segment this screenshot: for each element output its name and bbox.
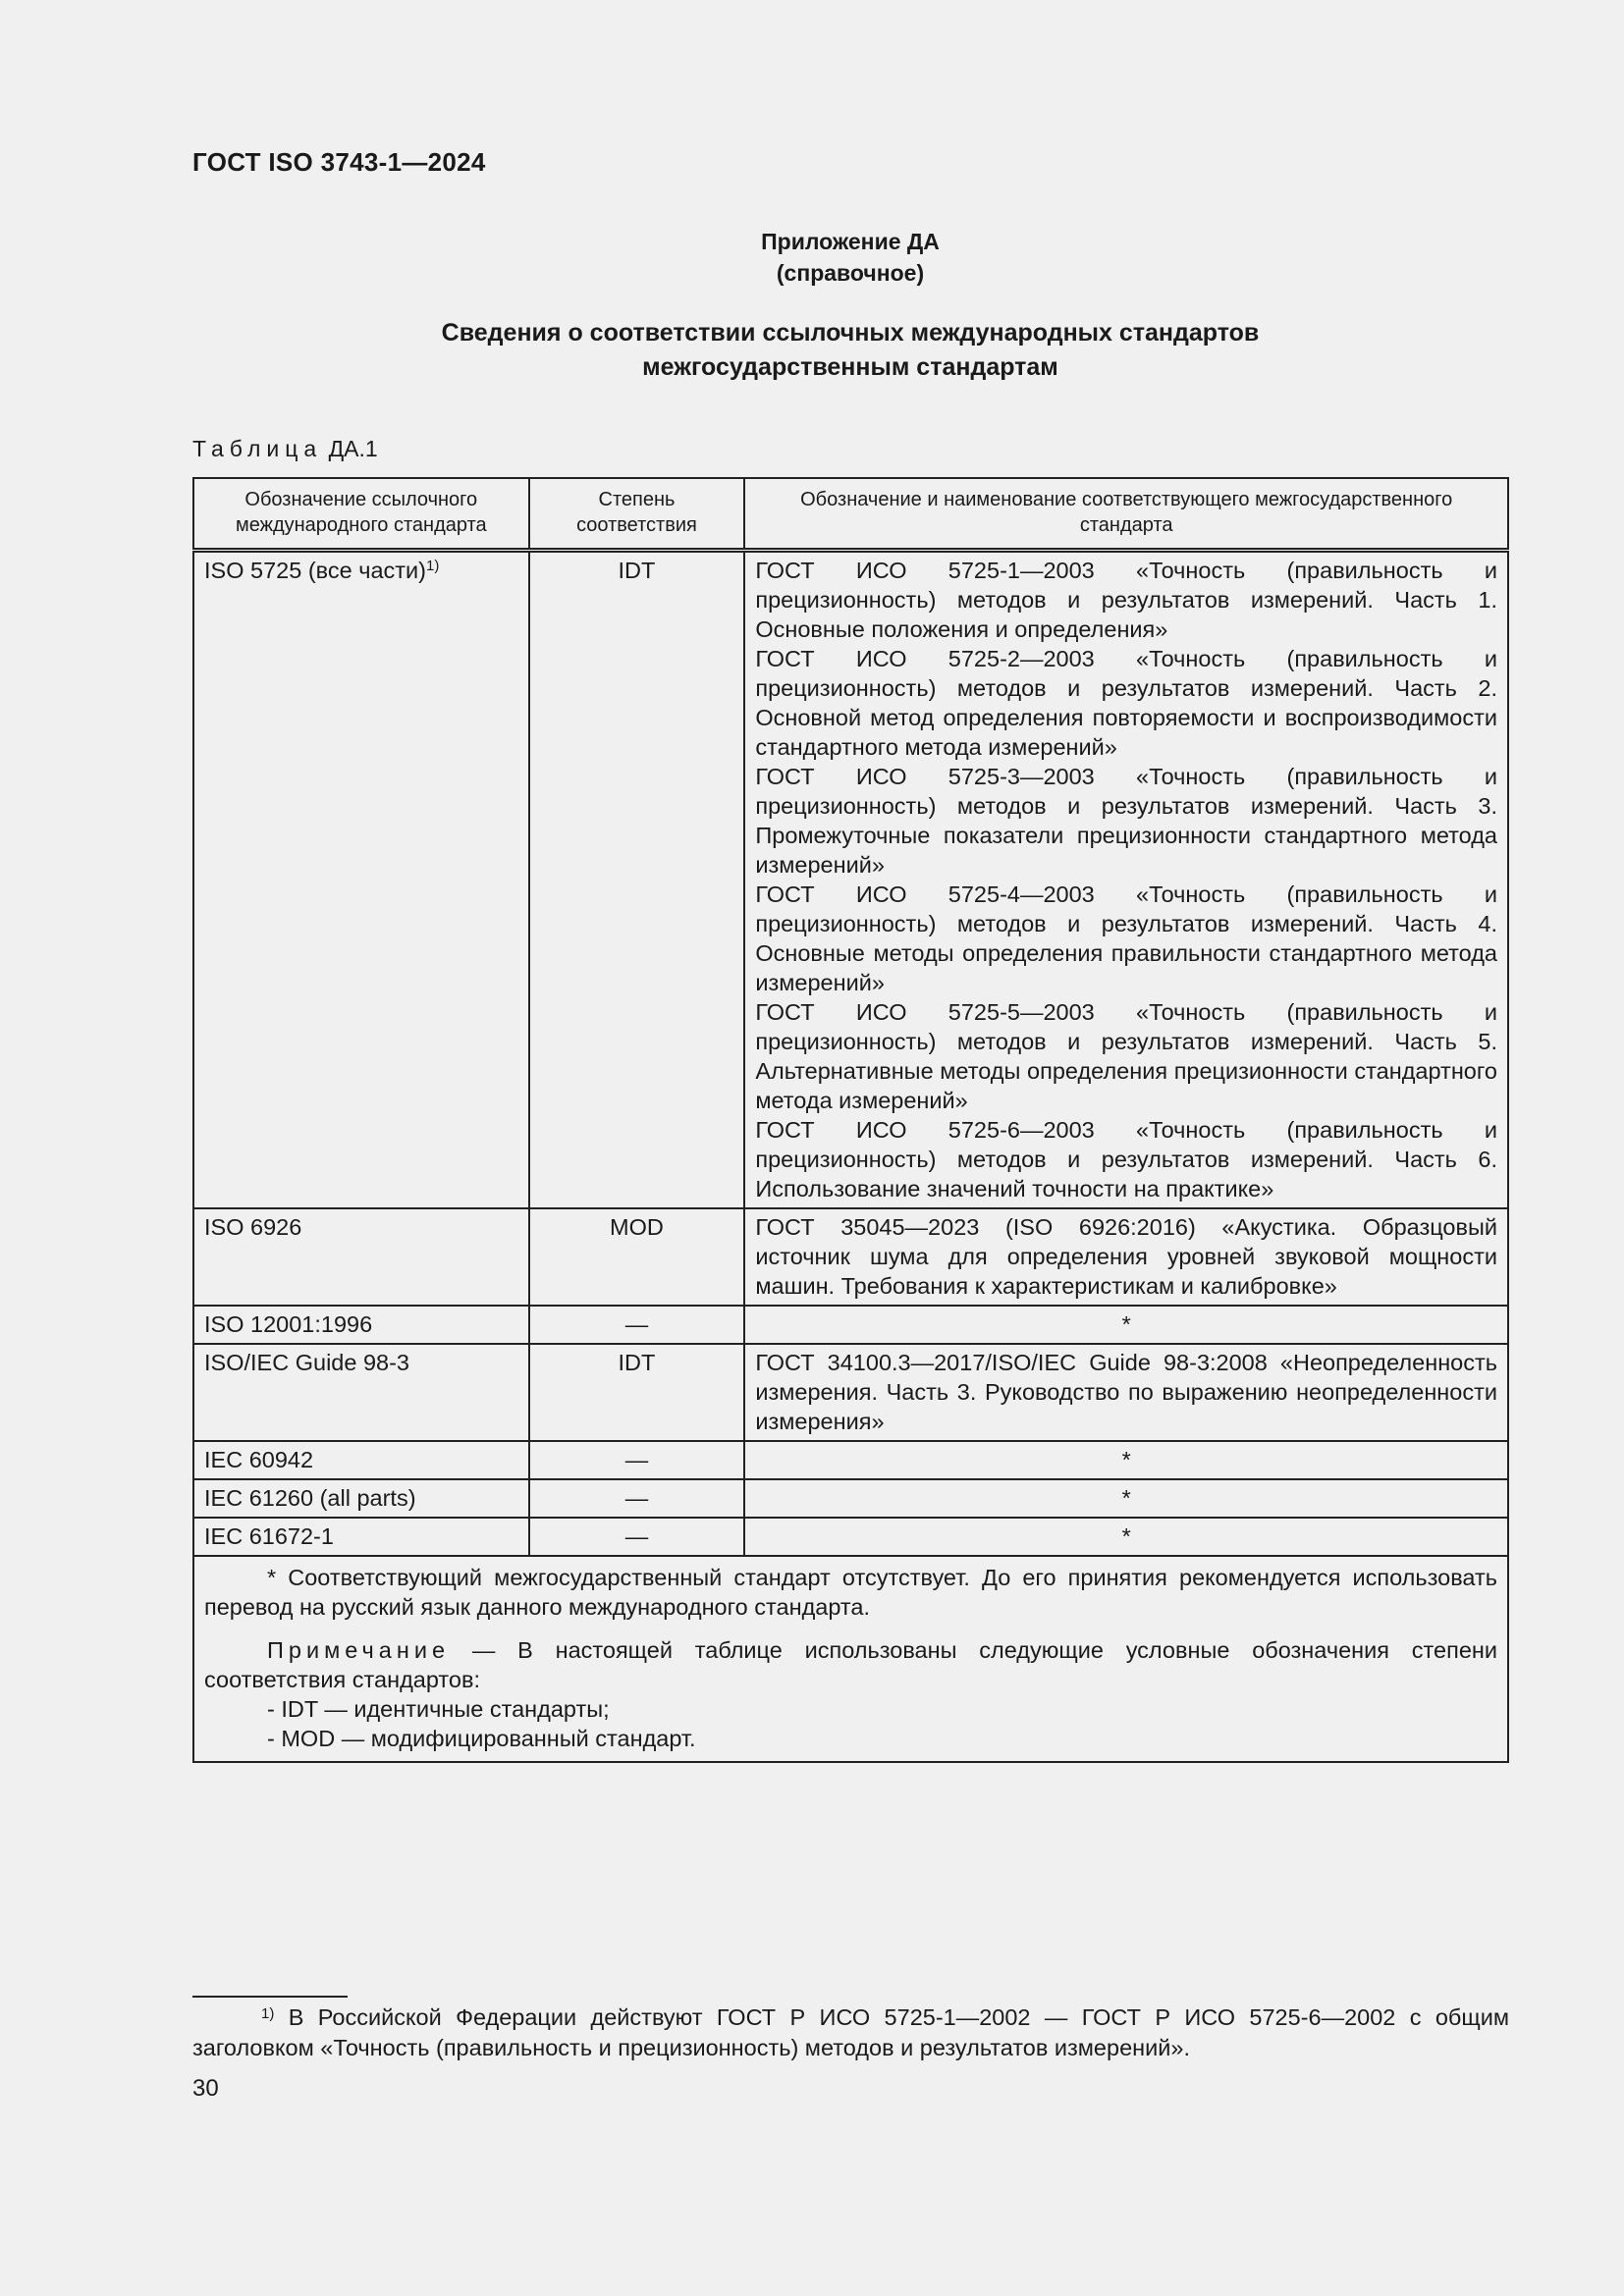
ref-standard-cell: IEC 61672-1 bbox=[193, 1518, 529, 1556]
annex-title-line1: Сведения о соответствии ссылочных международных стандартов bbox=[441, 319, 1260, 347]
footnote bbox=[192, 2002, 1509, 2063]
standard-entry: ГОСТ ИСО 5725-5—2003 «Точность (правильность и прецизионность) методов и результатов измерений. Часть 5. Альтернативные методы определения прецизионности стандартного метода измерений» bbox=[755, 999, 1497, 1113]
ref-standard-cell: ISO 5725 (все части)$^{1)}$ bbox=[193, 551, 529, 1209]
degree-cell: IDT bbox=[529, 551, 745, 1209]
page-number: 30 bbox=[192, 2075, 219, 2102]
table-row bbox=[193, 1518, 1508, 1556]
note-text: — В настоящей таблице использованы следующие условные обозначения степени соответствия стандартов: bbox=[204, 1637, 1497, 1692]
degree-cell: — bbox=[529, 1441, 745, 1479]
degree-cell: MOD bbox=[529, 1208, 745, 1306]
annex-title bbox=[192, 316, 1508, 385]
interstate-standard-cell: * bbox=[744, 1479, 1508, 1518]
note-paragraph bbox=[204, 1635, 1497, 1694]
table-caption bbox=[192, 436, 378, 462]
footnote-marker: 1) bbox=[426, 558, 440, 574]
interstate-standard-cell: ГОСТ 35045—2023 (ISO 6926:2016) «Акустика. Образцовый источник шума для определения уровней звуковой мощности машин. Требования к характеристикам и калибровке» bbox=[744, 1208, 1508, 1306]
table-row bbox=[193, 1344, 1508, 1441]
table-caption-number: ДА.1 bbox=[328, 436, 378, 461]
annex-title-line2: межгосударственным стандартам bbox=[642, 353, 1058, 381]
ref-standard-cell: IEC 60942 bbox=[193, 1441, 529, 1479]
table-row bbox=[193, 551, 1508, 1209]
table-row bbox=[193, 1441, 1508, 1479]
standard-entry: ГОСТ ИСО 5725-1—2003 «Точность (правильность и прецизионность) методов и результатов измерений. Часть 1. Основные положения и определения» bbox=[755, 558, 1497, 642]
degree-cell: — bbox=[529, 1518, 745, 1556]
header-degree: Степень соответствия bbox=[529, 478, 745, 551]
footnote-marker: 1) bbox=[261, 2005, 275, 2022]
degree-cell: — bbox=[529, 1306, 745, 1344]
standard-entry: ГОСТ ИСО 5725-2—2003 «Точность (правильность и прецизионность) методов и результатов измерений. Часть 2. Основной метод определения повторяемости и воспроизводимости стандартного метода измерений» bbox=[755, 646, 1497, 760]
interstate-standard-cell: * bbox=[744, 1518, 1508, 1556]
ref-standard-cell: ISO/IEC Guide 98-3 bbox=[193, 1344, 529, 1441]
correspondence-table bbox=[192, 477, 1509, 1763]
note-item: - MOD — модифицированный стандарт. bbox=[267, 1726, 696, 1751]
ref-standard-cell: IEC 61260 (all parts) bbox=[193, 1479, 529, 1518]
interstate-standard-cell: ГОСТ 34100.3—2017/ISO/IEC Guide 98-3:2008 «Неопределенность измерения. Часть 3. Руководство по выражению неопределенности измерения» bbox=[744, 1344, 1508, 1441]
note-word: Примечание bbox=[267, 1637, 451, 1663]
interstate-standard-cell: * bbox=[744, 1441, 1508, 1479]
interstate-standard-cell bbox=[744, 551, 1508, 1209]
table-header-row bbox=[193, 478, 1508, 551]
annex-kind: (справочное) bbox=[776, 260, 925, 286]
annex-label: Приложение ДА bbox=[761, 229, 940, 254]
document-id-header: ГОСТ ISO 3743-1—2024 bbox=[192, 147, 486, 177]
table-row bbox=[193, 1479, 1508, 1518]
standard-entry: ГОСТ ИСО 5725-6—2003 «Точность (правильность и прецизионность) методов и результатов измерений. Часть 6. Использование значений точности на практике» bbox=[755, 1117, 1497, 1201]
degree-cell: — bbox=[529, 1479, 745, 1518]
note-item: - IDT — идентичные стандарты; bbox=[267, 1696, 610, 1722]
degree-cell: IDT bbox=[529, 1344, 745, 1441]
footnote-separator bbox=[192, 1996, 348, 1998]
annex-heading bbox=[192, 226, 1508, 289]
header-ref-standard: Обозначение ссылочного международного стандарта bbox=[193, 478, 529, 551]
standard-entry: ГОСТ ИСО 5725-4—2003 «Точность (правильность и прецизионность) методов и результатов измерений. Часть 4. Основные методы определения правильности стандартного метода измерений» bbox=[755, 881, 1497, 995]
footnote-text: В Российской Федерации действуют ГОСТ Р ИСО 5725-1—2002 — ГОСТ Р ИСО 5725-6—2002 с общим заголовком «Точность (правильность и прецизионность) методов и результатов измерений». bbox=[192, 2004, 1509, 2060]
standard-entry: ГОСТ ИСО 5725-3—2003 «Точность (правильность и прецизионность) методов и результатов измерений. Часть 3. Промежуточные показатели прецизионности стандартного метода измерений» bbox=[755, 764, 1497, 878]
table-row bbox=[193, 1208, 1508, 1306]
table-notes-row bbox=[193, 1556, 1508, 1762]
table-notes bbox=[193, 1556, 1508, 1762]
ref-standard-cell: ISO 6926 bbox=[193, 1208, 529, 1306]
interstate-standard-cell: * bbox=[744, 1306, 1508, 1344]
ref-standard-cell: ISO 12001:1996 bbox=[193, 1306, 529, 1344]
table-row bbox=[193, 1306, 1508, 1344]
table-caption-word: Таблица bbox=[192, 436, 323, 461]
header-interstate-standard: Обозначение и наименование соответствующего межгосударственного стандарта bbox=[744, 478, 1508, 551]
asterisk-note: * Соответствующий межгосударственный стандарт отсутствует. До его принятия рекомендуется использовать перевод на русский язык данного международного стандарта. bbox=[204, 1565, 1497, 1620]
